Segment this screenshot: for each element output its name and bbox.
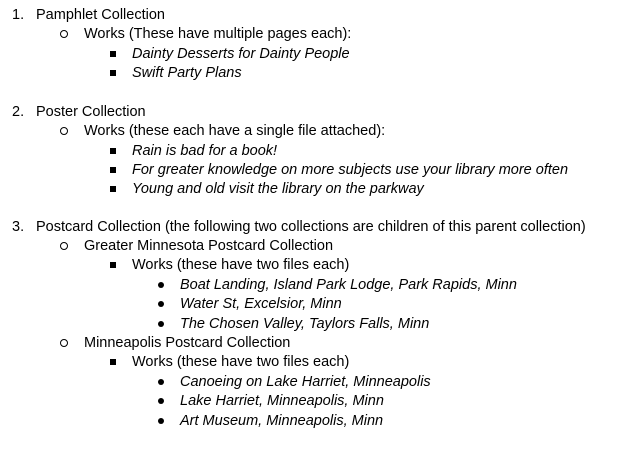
square-bullet-icon (110, 70, 116, 76)
list-item-work (0, 44, 621, 64)
work-title: The Chosen Valley, Taylors Falls, Minn (180, 316, 430, 332)
works-label: Works (These have multiple pages each): (84, 26, 352, 42)
list-item-works (0, 352, 621, 372)
hollow-bullet-icon (60, 339, 68, 347)
filled-bullet-icon (158, 418, 164, 424)
square-bullet-icon (110, 262, 116, 268)
works-label: Works (these each have a single file attached): (84, 123, 386, 139)
works-label: Works (these have two files each) (132, 354, 350, 370)
subcollection-title: Minneapolis Postcard Collection (84, 335, 291, 351)
list-item-work (0, 275, 621, 295)
filled-bullet-icon (158, 379, 164, 385)
list-number: 2. (12, 104, 25, 120)
list-item-work (0, 372, 621, 392)
list-item-work (0, 141, 621, 161)
list-item-work (0, 160, 621, 180)
list-item-works (0, 24, 621, 44)
list-item-subcollection (0, 333, 621, 353)
list-item-works (0, 121, 621, 141)
collection-title: Poster Collection (36, 104, 146, 120)
list-item-subcollection (0, 236, 621, 256)
collection-title: Pamphlet Collection (36, 7, 165, 23)
work-title: Dainty Desserts for Dainty People (132, 46, 350, 62)
work-title: Swift Party Plans (132, 65, 242, 81)
square-bullet-icon (110, 51, 116, 57)
works-label: Works (these have two files each) (132, 257, 350, 273)
filled-bullet-icon (158, 321, 164, 327)
work-title: Boat Landing, Island Park Lodge, Park Rapids, Minn (180, 277, 517, 293)
work-title: Rain is bad for a book! (132, 143, 278, 159)
work-title: Water St, Excelsior, Minn (180, 296, 342, 312)
filled-bullet-icon (158, 282, 164, 288)
list-item-pamphlet-collection (0, 5, 621, 25)
work-title: Art Museum, Minneapolis, Minn (180, 413, 384, 429)
list-item-work (0, 294, 621, 314)
list-item-work (0, 391, 621, 411)
list-number: 3. (12, 219, 25, 235)
work-title: For greater knowledge on more subjects use your library more often (132, 162, 569, 178)
subcollection-title: Greater Minnesota Postcard Collection (84, 238, 334, 254)
list-item-postcard-collection (0, 217, 621, 237)
collection-title: Postcard Collection (the following two collections are children of this parent collection) (36, 219, 586, 235)
square-bullet-icon (110, 148, 116, 154)
work-title: Young and old visit the library on the parkway (132, 181, 424, 197)
hollow-bullet-icon (60, 30, 68, 38)
filled-bullet-icon (158, 301, 164, 307)
list-number: 1. (12, 7, 25, 23)
list-item-work (0, 179, 621, 199)
list-item-poster-collection (0, 102, 621, 122)
list-item-work (0, 411, 621, 431)
list-item-works (0, 255, 621, 275)
work-title: Canoeing on Lake Harriet, Minneapolis (180, 374, 431, 390)
hollow-bullet-icon (60, 127, 68, 135)
filled-bullet-icon (158, 398, 164, 404)
hollow-bullet-icon (60, 242, 68, 250)
list-item-work (0, 314, 621, 334)
square-bullet-icon (110, 167, 116, 173)
work-title: Lake Harriet, Minneapolis, Minn (180, 393, 384, 409)
square-bullet-icon (110, 359, 116, 365)
square-bullet-icon (110, 186, 116, 192)
list-item-work (0, 63, 621, 83)
